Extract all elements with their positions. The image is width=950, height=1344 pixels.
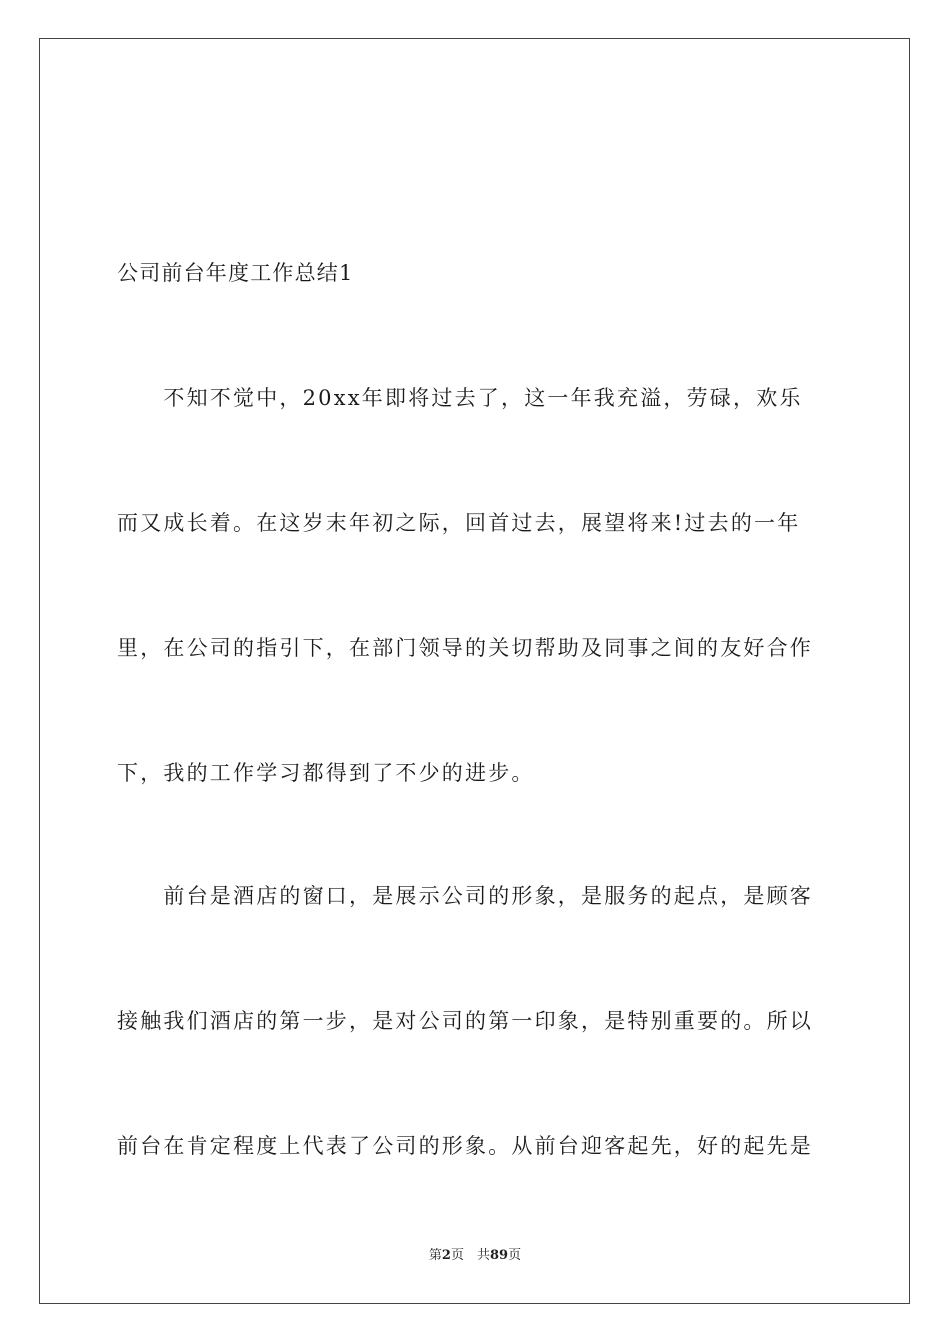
paragraph-line-7: 前台在肯定程度上代表了公司的形象。从前台迎客起先，好的起先是 [117, 1134, 813, 1158]
paragraph-line-5: 前台是酒店的窗口，是展示公司的形象，是服务的起点，是顾客 [117, 884, 813, 908]
footer-prefix: 第 [428, 1248, 442, 1263]
current-page-number: 2 [441, 1248, 451, 1263]
paragraph-line-1: 不知不觉中，20xx年即将过去了，这一年我充溢，劳碌，欢乐 [117, 386, 803, 410]
page-border [39, 38, 910, 1304]
footer-page-suffix: 页 共 [450, 1248, 490, 1263]
footer-total-suffix: 页 [508, 1248, 522, 1263]
paragraph-line-6: 接触我们酒店的第一步，是对公司的第一印象，是特别重要的。所以 [117, 1009, 813, 1033]
document-title: 公司前台年度工作总结1 [117, 261, 354, 285]
paragraph-line-2: 而又成长着。在这岁末年初之际，回首过去，展望将来!过去的一年 [117, 511, 801, 535]
total-pages-number: 89 [489, 1248, 509, 1263]
paragraph-line-4: 下，我的工作学习都得到了不少的进步。 [117, 761, 535, 785]
page-footer [0, 1247, 950, 1265]
paragraph-line-3: 里，在公司的指引下，在部门领导的关切帮助及同事之间的友好合作 [117, 636, 813, 660]
